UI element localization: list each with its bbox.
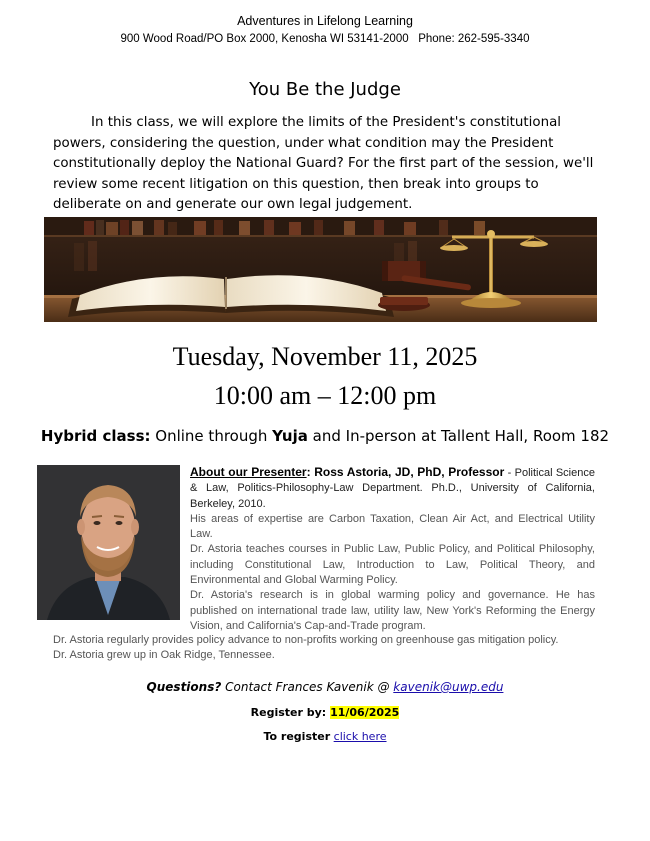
contact-email-link[interactable]: kavenik@uwp.edu bbox=[393, 680, 504, 694]
register-by-line bbox=[0, 706, 650, 719]
contact-text: Contact Frances Kavenik @ bbox=[225, 680, 390, 694]
org-address-line bbox=[0, 33, 650, 45]
event-title: You Be the Judge bbox=[249, 79, 401, 100]
presenter-name: Ross Astoria, JD, PhD, Professor bbox=[314, 465, 505, 479]
register-by-label: Register by: bbox=[250, 706, 327, 719]
bio-paragraph: His areas of expertise are Carbon Taxation, Clean Air Act, and Electrical Utility Law. bbox=[190, 512, 595, 541]
org-phone: Phone: 262-595-3340 bbox=[418, 33, 530, 45]
presenter-intro: About our Presenter: Ross Astoria, JD, PhD, Professor - Political Science & Law, Politics-Philosophy-Law Department. Ph.D., University of California, Berkeley, 2010. bbox=[190, 465, 595, 510]
bio-paragraph: Dr. Astoria teaches courses in Public Law, Public Policy, and Political Philosophy, including Constitutional Law, Introduction to Law, Political Theory, and Environmental and Global Warming Policy. bbox=[190, 543, 595, 587]
platform-name: Yuja bbox=[272, 427, 308, 445]
register-deadline: 11/06/2025 bbox=[330, 706, 400, 719]
hybrid-label: Hybrid class: bbox=[40, 427, 151, 445]
about-presenter-heading: About our Presenter bbox=[190, 465, 307, 479]
questions-label: Questions? bbox=[146, 680, 222, 694]
register-link[interactable]: click here bbox=[333, 730, 387, 743]
presenter-affiliation: - Political Science & Law, Politics-Philosophy-Law Department. Ph.D., University of California, Berkeley, 2010. bbox=[190, 467, 595, 510]
event-description: In this class, we will explore the limits of the President's constitutional powers, considering the question, under what condition may the President constitutionally deploy the National Guard? For the first part of the session, we'll review some recent litigation on this question, then break into groups to deliberate on and generate our own legal judgement. bbox=[53, 115, 594, 212]
to-register-line bbox=[0, 730, 650, 743]
hybrid-class-info bbox=[0, 427, 650, 445]
event-date: Tuesday, November 11, 2025 bbox=[172, 342, 478, 371]
to-register-label: To register bbox=[263, 730, 331, 743]
presenter-bio bbox=[190, 465, 595, 634]
hybrid-location: and In-person at Tallent Hall, Room 182 bbox=[312, 427, 610, 445]
event-time: 10:00 am – 12:00 pm bbox=[213, 381, 437, 410]
org-name: Adventures in Lifelong Learning bbox=[237, 14, 413, 28]
presenter-photo bbox=[37, 465, 180, 620]
contact-line bbox=[0, 680, 650, 694]
bio-paragraph: Dr. Astoria's research is in global warming policy and governance. He has published on international trade law, utility law, New York's Reforming the Energy Vision, and California's Cap-and-Trade program. bbox=[190, 589, 595, 632]
law-book-gavel-banner bbox=[44, 217, 597, 322]
org-address: 900 Wood Road/PO Box 2000, Kenosha WI 53141-2000 bbox=[120, 33, 409, 45]
hybrid-pre: Online through bbox=[155, 427, 268, 445]
bio-paragraph: Dr. Astoria regularly provides policy advance to non-profits working on greenhouse gas mitigation policy. Dr. Astoria grew up in Oak Ridge, Tennessee. bbox=[53, 634, 559, 662]
